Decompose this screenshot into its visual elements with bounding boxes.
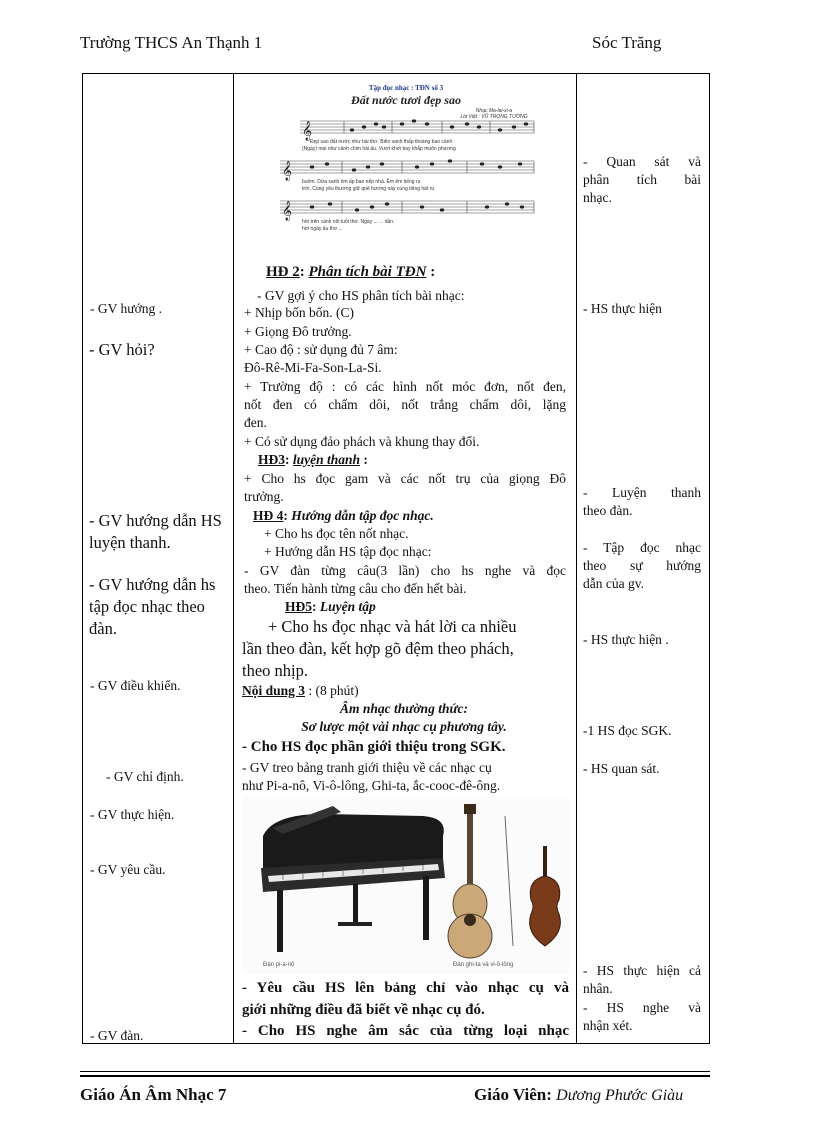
teacher-signature: Dương Phước Giàu	[556, 1087, 684, 1104]
svg-text:Lời Việt : VŨ TRỌNG TƯỜNG: Lời Việt : VŨ TRỌNG TƯỜNG	[460, 114, 528, 120]
footer-rule-1	[80, 1071, 710, 1072]
svg-text:𝄞: 𝄞	[302, 121, 313, 141]
left-gv-tap-doc: - GV hướng dẫn hs tập đọc nhạc theo đàn.	[89, 575, 216, 638]
left-gv-hoi: - GV hỏi?	[89, 340, 155, 359]
svg-text:(Ngày) mai như cánh chim hải â: (Ngày) mai như cánh chim hải âu. Vượt khơi bay khắp muôn phương	[302, 146, 456, 152]
left-gv-yeu-cau: - GV yêu cầu.	[90, 862, 166, 877]
score-title: Tập đọc nhạc : TĐN số 3	[368, 84, 444, 92]
header-school: Trường THCS An Thạnh 1	[80, 33, 263, 52]
footer-teacher: Giáo Viên: Dương Phước Giàu	[474, 1085, 684, 1104]
svg-text:Đẹp sao đất nước như bài thơ.: Đẹp sao đất nước như bài thơ. Biển xanh thấp thoáng bao cánh	[310, 139, 453, 145]
hd2-heading: HĐ 2: Phân tích bài TĐN :	[266, 264, 436, 280]
instruments-image	[243, 796, 569, 974]
column-divider-1	[233, 73, 234, 1044]
column-divider-2	[576, 73, 577, 1044]
header-province: Sóc Trăng	[592, 33, 662, 52]
svg-text:𝄞: 𝄞	[282, 201, 293, 221]
svg-text:trời. Cùng yêu thương giữ quê: trời. Cùng yêu thương giữ quê hương này cùng tiếng hát ru	[302, 186, 435, 192]
svg-text:buồm. Dừa xanh ôm ấp bao nếp n: buồm. Dừa xanh ôm ấp bao nếp nhà. Êm êm tiếng ru	[302, 179, 421, 185]
nd3-heading: Nội dung 3 : (8 phút)	[242, 683, 359, 698]
left-gv-dieu-khien: - GV điều khiển.	[90, 678, 181, 693]
svg-text:hời trên cánh nôi tuổi thơ. Ng: hời trên cánh nôi tuổi thơ. Ngày ... ... dần.	[302, 219, 395, 225]
sheet-music-image	[272, 80, 540, 248]
score-song: Đất nước tươi đẹp sao	[351, 93, 461, 107]
left-gv-thuc-hien: - GV thực hiện.	[90, 807, 175, 822]
svg-text:hời ngày ấu thơ ...: hời ngày ấu thơ ...	[302, 226, 343, 232]
footer-rule-2	[80, 1075, 710, 1077]
left-gv-luyen-thanh: - GV hướng dẫn HS luyện thanh.	[89, 511, 222, 552]
hd3-heading: HĐ3: luyện thanh :	[258, 452, 368, 467]
svg-text:Nhạc Ma-lai-xi-a: Nhạc Ma-lai-xi-a	[475, 108, 513, 114]
svg-text:Đàn ghi-ta và vi-ô-lông: Đàn ghi-ta và vi-ô-lông	[453, 962, 514, 968]
svg-text:𝄞: 𝄞	[282, 161, 293, 181]
svg-text:Đàn pi-a-nô: Đàn pi-a-nô	[263, 962, 295, 968]
left-gv-huong: - GV hướng .	[90, 301, 162, 316]
hd5-heading: HĐ5: Luyện tập	[285, 599, 376, 614]
left-gv-chi-dinh: - GV chỉ định.	[106, 769, 184, 784]
footer-subject: Giáo Án Âm Nhạc 7	[80, 1085, 227, 1104]
hd4-heading: HĐ 4: Hướng dẫn tập đọc nhạc.	[253, 508, 434, 523]
left-gv-dan: - GV đàn.	[90, 1028, 144, 1043]
